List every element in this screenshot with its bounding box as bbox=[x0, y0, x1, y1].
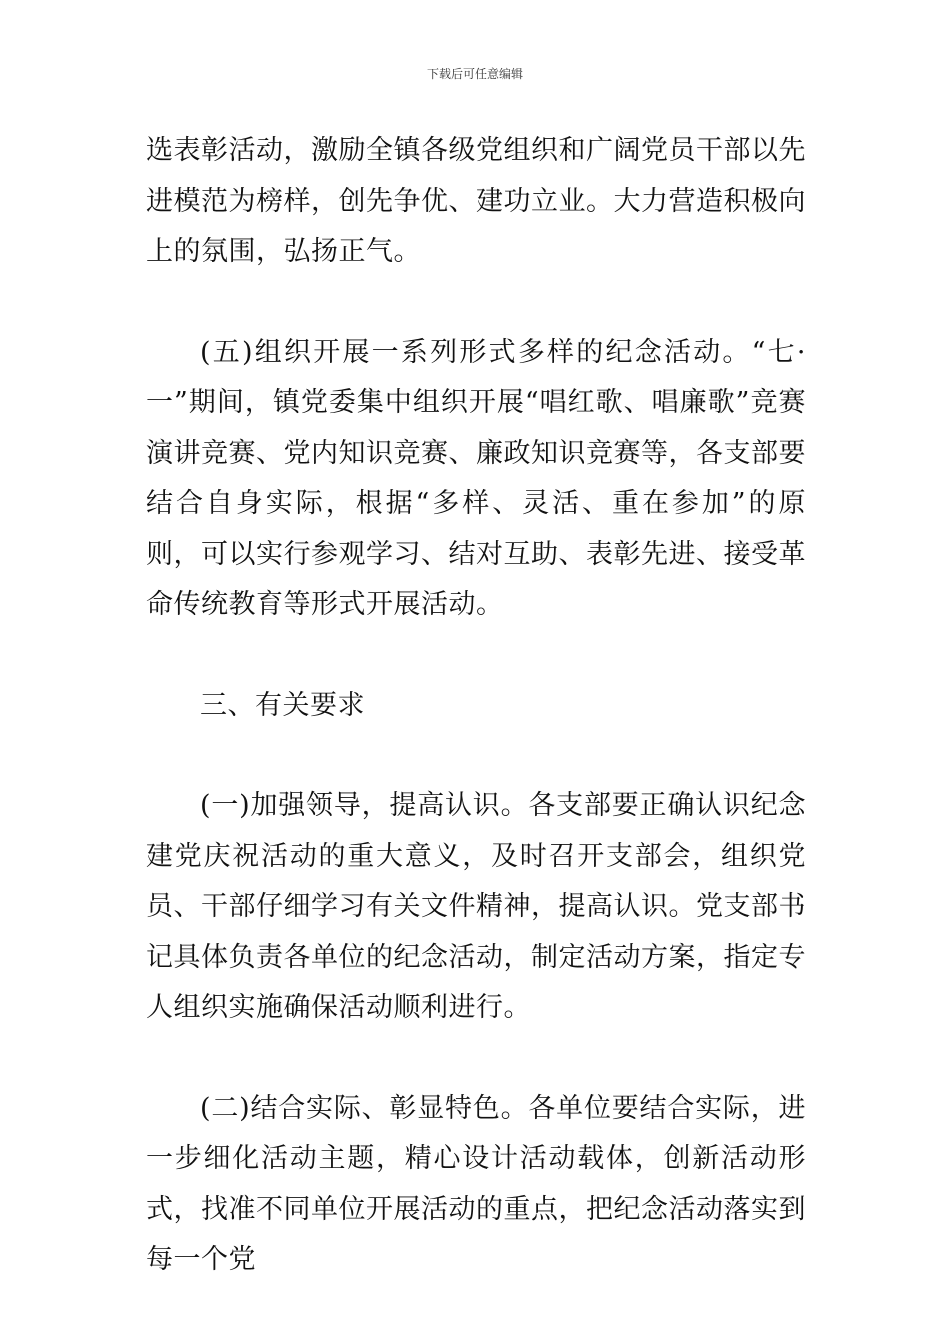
paragraph-continued: 选表彰活动，激励全镇各级党组织和广阔党员干部以先进模范为榜样，创先争优、建功立业。大力营造积极向上的氛围，弘扬正气。 bbox=[146, 135, 806, 267]
page-header: 下载后可任意编辑 bbox=[426, 67, 523, 81]
paragraph-gap bbox=[146, 1034, 806, 1084]
paragraph-features: (二)结合实际、彰显特色。各单位要结合实际，进一步细化活动主题，精心设计活动载体，创新活动形式，找准不同单位开展活动的重点，把纪念活动落实到每一个党 bbox=[146, 1092, 806, 1275]
paragraph-gap bbox=[146, 731, 806, 781]
paragraph-leadership: (一)加强领导，提高认识。各支部要正确认识纪念建党庆祝活动的重大意义，及时召开支部会，组织党员、干部仔细学习有关文件精神，提高认识。党支部书记具体负责各单位的纪念活动，制定活动方案，指定专人组织实施确保活动顺利进行。 bbox=[146, 790, 806, 1023]
paragraph-gap bbox=[146, 631, 806, 681]
paragraph-gap bbox=[146, 278, 806, 328]
section-heading-requirements: 三、有关要求 bbox=[200, 689, 365, 721]
paragraph-commemoration-activities: (五)组织开展一系列形式多样的纪念活动。“七·一”期间，镇党委集中组织开展“唱红歌、唱廉歌”竞赛演讲竞赛、党内知识竞赛、廉政知识竞赛等，各支部要结合自身实际，根据“多样、灵活、重在参加”的原则，可以实行参观学习、结对互助、表彰先进、接受革命传统教育等形式开展活动。 bbox=[146, 336, 806, 620]
document-body bbox=[146, 126, 806, 1286]
